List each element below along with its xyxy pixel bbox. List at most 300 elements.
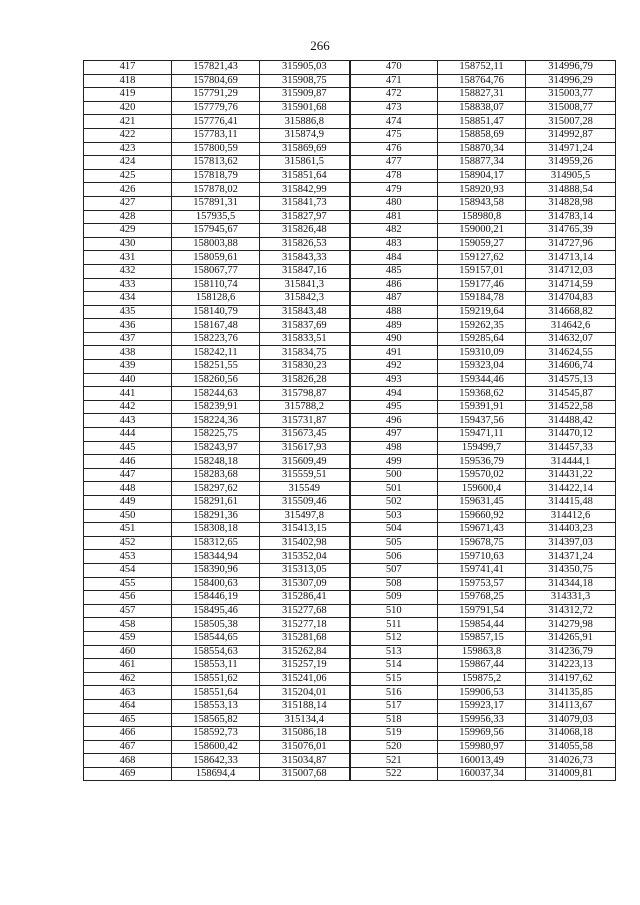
right-x-coordinate: 159710,63 [438,550,526,564]
left-x-coordinate: 158505,38 [172,618,260,632]
right-x-coordinate: 158851,47 [438,115,526,129]
right-point-number: 481 [350,210,438,224]
table-row [84,414,616,428]
left-y-coordinate: 315277,18 [260,618,350,632]
right-y-coordinate: 314026,73 [526,754,616,768]
right-point-number: 510 [350,604,438,618]
left-x-coordinate: 157813,62 [172,156,260,170]
left-y-coordinate: 315827,97 [260,210,350,224]
right-point-number: 487 [350,292,438,306]
table-row [84,767,616,781]
table-row [84,645,616,659]
right-point-number: 482 [350,224,438,238]
left-y-coordinate: 315559,51 [260,468,350,482]
table-row [84,400,616,414]
table-row [84,428,616,442]
left-y-coordinate: 315847,16 [260,264,350,278]
right-x-coordinate: 159344,46 [438,373,526,387]
left-y-coordinate: 315901,68 [260,101,350,115]
right-x-coordinate: 159753,57 [438,577,526,591]
right-point-number: 511 [350,618,438,632]
table-row [84,183,616,197]
left-x-coordinate: 157783,11 [172,128,260,142]
left-x-coordinate: 158312,65 [172,536,260,550]
left-point-number: 426 [84,183,172,197]
page-number: 266 [310,38,330,53]
left-x-coordinate: 158003,88 [172,237,260,251]
table-row [84,332,616,346]
table-row [84,156,616,170]
right-x-coordinate: 159323,04 [438,360,526,374]
left-point-number: 449 [84,496,172,510]
right-y-coordinate: 314488,42 [526,414,616,428]
left-point-number: 466 [84,727,172,741]
right-y-coordinate: 315008,77 [526,101,616,115]
right-y-coordinate: 314959,26 [526,156,616,170]
right-y-coordinate: 314624,55 [526,346,616,360]
right-point-number: 473 [350,101,438,115]
right-y-coordinate: 314350,75 [526,563,616,577]
table-row [84,210,616,224]
right-point-number: 492 [350,360,438,374]
table-row [84,88,616,102]
right-y-coordinate: 314457,33 [526,441,616,455]
left-x-coordinate: 158553,11 [172,659,260,673]
right-y-coordinate: 314575,13 [526,373,616,387]
left-y-coordinate: 315788,2 [260,400,350,414]
right-point-number: 497 [350,428,438,442]
left-y-coordinate: 315413,15 [260,523,350,537]
left-x-coordinate: 157776,41 [172,115,260,129]
left-y-coordinate: 315826,48 [260,224,350,238]
left-y-coordinate: 315007,68 [260,767,350,781]
left-y-coordinate: 315905,03 [260,61,350,75]
right-y-coordinate: 314135,85 [526,686,616,700]
right-point-number: 493 [350,373,438,387]
left-x-coordinate: 158308,18 [172,523,260,537]
left-y-coordinate: 315841,3 [260,278,350,292]
right-point-number: 486 [350,278,438,292]
right-point-number: 477 [350,156,438,170]
right-x-coordinate: 158827,31 [438,88,526,102]
left-x-coordinate: 158244,63 [172,387,260,401]
right-point-number: 506 [350,550,438,564]
right-x-coordinate: 159956,33 [438,713,526,727]
right-y-coordinate: 314079,03 [526,713,616,727]
left-point-number: 446 [84,455,172,469]
left-x-coordinate: 158225,75 [172,428,260,442]
left-point-number: 468 [84,754,172,768]
right-point-number: 490 [350,332,438,346]
right-point-number: 507 [350,563,438,577]
right-x-coordinate: 159536,79 [438,455,526,469]
left-y-coordinate: 315352,04 [260,550,350,564]
left-x-coordinate: 158544,65 [172,631,260,645]
right-point-number: 479 [350,183,438,197]
right-point-number: 488 [350,305,438,319]
right-y-coordinate: 314397,03 [526,536,616,550]
left-y-coordinate: 315830,23 [260,360,350,374]
left-point-number: 447 [84,468,172,482]
right-point-number: 498 [350,441,438,455]
left-point-number: 462 [84,672,172,686]
right-x-coordinate: 159854,44 [438,618,526,632]
left-x-coordinate: 158446,19 [172,591,260,605]
right-point-number: 496 [350,414,438,428]
right-point-number: 475 [350,128,438,142]
right-y-coordinate: 314727,96 [526,237,616,251]
left-y-coordinate: 315834,75 [260,346,350,360]
left-x-coordinate: 158495,46 [172,604,260,618]
right-point-number: 519 [350,727,438,741]
right-point-number: 480 [350,196,438,210]
right-point-number: 514 [350,659,438,673]
right-y-coordinate: 314606,74 [526,360,616,374]
table-row [84,550,616,564]
right-y-coordinate: 314422,14 [526,482,616,496]
right-x-coordinate: 159791,54 [438,604,526,618]
right-x-coordinate: 159906,53 [438,686,526,700]
table-row [84,387,616,401]
left-x-coordinate: 157891,31 [172,196,260,210]
right-x-coordinate: 158870,34 [438,142,526,156]
right-point-number: 495 [350,400,438,414]
right-x-coordinate: 158980,8 [438,210,526,224]
left-point-number: 461 [84,659,172,673]
right-y-coordinate: 314704,83 [526,292,616,306]
left-y-coordinate: 315402,98 [260,536,350,550]
left-point-number: 469 [84,767,172,781]
left-x-coordinate: 157804,69 [172,74,260,88]
left-point-number: 452 [84,536,172,550]
right-y-coordinate: 314197,62 [526,672,616,686]
right-x-coordinate: 159857,15 [438,631,526,645]
left-point-number: 454 [84,563,172,577]
right-point-number: 517 [350,699,438,713]
right-x-coordinate: 159768,25 [438,591,526,605]
right-y-coordinate: 314714,59 [526,278,616,292]
left-point-number: 427 [84,196,172,210]
right-x-coordinate: 159310,09 [438,346,526,360]
left-point-number: 438 [84,346,172,360]
left-x-coordinate: 158554,63 [172,645,260,659]
right-x-coordinate: 158764,76 [438,74,526,88]
right-point-number: 503 [350,509,438,523]
right-point-number: 509 [350,591,438,605]
left-y-coordinate: 315841,73 [260,196,350,210]
left-y-coordinate: 315307,09 [260,577,350,591]
table-row [84,441,616,455]
left-x-coordinate: 158224,36 [172,414,260,428]
right-x-coordinate: 159262,35 [438,319,526,333]
right-x-coordinate: 159741,41 [438,563,526,577]
right-x-coordinate: 159875,2 [438,672,526,686]
left-y-coordinate: 315861,5 [260,156,350,170]
right-x-coordinate: 159127,62 [438,251,526,265]
right-x-coordinate: 159157,01 [438,264,526,278]
right-x-coordinate: 159184,78 [438,292,526,306]
table-row [84,128,616,142]
left-x-coordinate: 158251,55 [172,360,260,374]
right-y-coordinate: 314632,07 [526,332,616,346]
right-y-coordinate: 314888,54 [526,183,616,197]
right-point-number: 494 [350,387,438,401]
left-point-number: 459 [84,631,172,645]
left-y-coordinate: 315241,06 [260,672,350,686]
left-x-coordinate: 158565,82 [172,713,260,727]
right-x-coordinate: 159000,21 [438,224,526,238]
left-y-coordinate: 315281,68 [260,631,350,645]
right-point-number: 502 [350,496,438,510]
table-row [84,604,616,618]
left-point-number: 430 [84,237,172,251]
right-point-number: 501 [350,482,438,496]
right-y-coordinate: 314331,3 [526,591,616,605]
left-x-coordinate: 157935,5 [172,210,260,224]
table-row [84,713,616,727]
left-y-coordinate: 315609,49 [260,455,350,469]
left-point-number: 419 [84,88,172,102]
right-point-number: 522 [350,767,438,781]
left-y-coordinate: 315842,3 [260,292,350,306]
right-point-number: 515 [350,672,438,686]
right-x-coordinate: 159631,45 [438,496,526,510]
left-x-coordinate: 157800,59 [172,142,260,156]
left-point-number: 424 [84,156,172,170]
left-y-coordinate: 315286,41 [260,591,350,605]
right-y-coordinate: 314236,79 [526,645,616,659]
right-point-number: 470 [350,61,438,75]
left-point-number: 465 [84,713,172,727]
left-x-coordinate: 158551,62 [172,672,260,686]
left-y-coordinate: 315086,18 [260,727,350,741]
left-x-coordinate: 158592,73 [172,727,260,741]
right-y-coordinate: 314312,72 [526,604,616,618]
left-y-coordinate: 315843,33 [260,251,350,265]
right-point-number: 474 [350,115,438,129]
left-y-coordinate: 315188,14 [260,699,350,713]
left-point-number: 455 [84,577,172,591]
right-point-number: 521 [350,754,438,768]
table-row [84,659,616,673]
right-point-number: 516 [350,686,438,700]
right-x-coordinate: 160037,34 [438,767,526,781]
left-point-number: 441 [84,387,172,401]
right-y-coordinate: 314055,58 [526,740,616,754]
left-y-coordinate: 315134,4 [260,713,350,727]
left-x-coordinate: 158242,11 [172,346,260,360]
right-y-coordinate: 314470,12 [526,428,616,442]
left-point-number: 467 [84,740,172,754]
left-point-number: 431 [84,251,172,265]
table-row [84,373,616,387]
right-x-coordinate: 159867,44 [438,659,526,673]
table-row [84,142,616,156]
right-x-coordinate: 160013,49 [438,754,526,768]
left-y-coordinate: 315076,01 [260,740,350,754]
left-y-coordinate: 315798,87 [260,387,350,401]
right-x-coordinate: 159969,56 [438,727,526,741]
left-y-coordinate: 315886,8 [260,115,350,129]
table-row [84,618,616,632]
right-x-coordinate: 159678,75 [438,536,526,550]
left-y-coordinate: 315826,28 [260,373,350,387]
table-row [84,754,616,768]
right-y-coordinate: 314113,67 [526,699,616,713]
right-y-coordinate: 314009,81 [526,767,616,781]
right-y-coordinate: 314765,39 [526,224,616,238]
left-point-number: 456 [84,591,172,605]
left-y-coordinate: 315034,87 [260,754,350,768]
right-y-coordinate: 314996,29 [526,74,616,88]
left-point-number: 443 [84,414,172,428]
left-y-coordinate: 315833,51 [260,332,350,346]
left-x-coordinate: 157779,76 [172,101,260,115]
left-x-coordinate: 158110,74 [172,278,260,292]
right-x-coordinate: 159863,8 [438,645,526,659]
right-x-coordinate: 158920,93 [438,183,526,197]
right-x-coordinate: 159437,56 [438,414,526,428]
left-point-number: 425 [84,169,172,183]
table-row [84,101,616,115]
right-x-coordinate: 159059,27 [438,237,526,251]
right-x-coordinate: 159671,43 [438,523,526,537]
left-x-coordinate: 158128,6 [172,292,260,306]
table-row [84,509,616,523]
right-x-coordinate: 159368,62 [438,387,526,401]
left-point-number: 448 [84,482,172,496]
left-x-coordinate: 158248,18 [172,455,260,469]
left-y-coordinate: 315277,68 [260,604,350,618]
left-point-number: 458 [84,618,172,632]
right-x-coordinate: 158838,07 [438,101,526,115]
left-y-coordinate: 315869,69 [260,142,350,156]
left-x-coordinate: 158400,63 [172,577,260,591]
right-x-coordinate: 159471,11 [438,428,526,442]
right-x-coordinate: 159177,46 [438,278,526,292]
left-x-coordinate: 157821,43 [172,61,260,75]
table-row [84,360,616,374]
left-point-number: 432 [84,264,172,278]
right-y-coordinate: 314996,79 [526,61,616,75]
left-x-coordinate: 158239,91 [172,400,260,414]
left-x-coordinate: 158059,61 [172,251,260,265]
left-x-coordinate: 157791,29 [172,88,260,102]
left-x-coordinate: 158291,61 [172,496,260,510]
coordinates-table [83,60,616,781]
right-point-number: 476 [350,142,438,156]
right-y-coordinate: 314712,03 [526,264,616,278]
right-x-coordinate: 159570,02 [438,468,526,482]
right-point-number: 489 [350,319,438,333]
left-point-number: 434 [84,292,172,306]
right-x-coordinate: 159600,4 [438,482,526,496]
left-x-coordinate: 158344,94 [172,550,260,564]
table-row [84,346,616,360]
left-point-number: 420 [84,101,172,115]
left-point-number: 421 [84,115,172,129]
left-x-coordinate: 157818,79 [172,169,260,183]
table-row [84,699,616,713]
right-point-number: 520 [350,740,438,754]
table-row [84,305,616,319]
left-y-coordinate: 315497,8 [260,509,350,523]
right-x-coordinate: 158904,17 [438,169,526,183]
right-point-number: 512 [350,631,438,645]
left-point-number: 418 [84,74,172,88]
right-y-coordinate: 314279,98 [526,618,616,632]
left-point-number: 463 [84,686,172,700]
table-row [84,455,616,469]
right-point-number: 504 [350,523,438,537]
right-x-coordinate: 159391,91 [438,400,526,414]
table-row [84,740,616,754]
right-point-number: 483 [350,237,438,251]
left-x-coordinate: 158291,36 [172,509,260,523]
right-point-number: 499 [350,455,438,469]
right-y-coordinate: 314068,18 [526,727,616,741]
table-row [84,496,616,510]
right-y-coordinate: 314522,58 [526,400,616,414]
left-point-number: 435 [84,305,172,319]
left-x-coordinate: 158283,68 [172,468,260,482]
right-y-coordinate: 314403,23 [526,523,616,537]
left-x-coordinate: 158390,96 [172,563,260,577]
left-y-coordinate: 315908,75 [260,74,350,88]
left-point-number: 437 [84,332,172,346]
right-y-coordinate: 315003,77 [526,88,616,102]
left-point-number: 436 [84,319,172,333]
right-y-coordinate: 314713,14 [526,251,616,265]
left-point-number: 440 [84,373,172,387]
right-y-coordinate: 314371,24 [526,550,616,564]
left-point-number: 444 [84,428,172,442]
right-point-number: 484 [350,251,438,265]
table-row [84,563,616,577]
left-point-number: 417 [84,61,172,75]
table-row [84,686,616,700]
table-row [84,237,616,251]
left-x-coordinate: 158260,56 [172,373,260,387]
right-y-coordinate: 314992,87 [526,128,616,142]
right-point-number: 518 [350,713,438,727]
table-row [84,577,616,591]
left-point-number: 442 [84,400,172,414]
left-x-coordinate: 158167,48 [172,319,260,333]
table-row [84,74,616,88]
table-row [84,536,616,550]
right-y-coordinate: 314444,1 [526,455,616,469]
right-y-coordinate: 314545,87 [526,387,616,401]
left-x-coordinate: 158067,77 [172,264,260,278]
table-row [84,61,616,75]
right-y-coordinate: 314828,98 [526,196,616,210]
right-y-coordinate: 314412,6 [526,509,616,523]
left-x-coordinate: 158694,4 [172,767,260,781]
right-x-coordinate: 158752,11 [438,61,526,75]
table-row [84,115,616,129]
left-point-number: 457 [84,604,172,618]
left-x-coordinate: 158600,42 [172,740,260,754]
right-point-number: 508 [350,577,438,591]
left-point-number: 445 [84,441,172,455]
left-y-coordinate: 315842,99 [260,183,350,197]
left-y-coordinate: 315909,87 [260,88,350,102]
right-point-number: 491 [350,346,438,360]
table-row [84,264,616,278]
left-x-coordinate: 158642,33 [172,754,260,768]
left-y-coordinate: 315262,84 [260,645,350,659]
